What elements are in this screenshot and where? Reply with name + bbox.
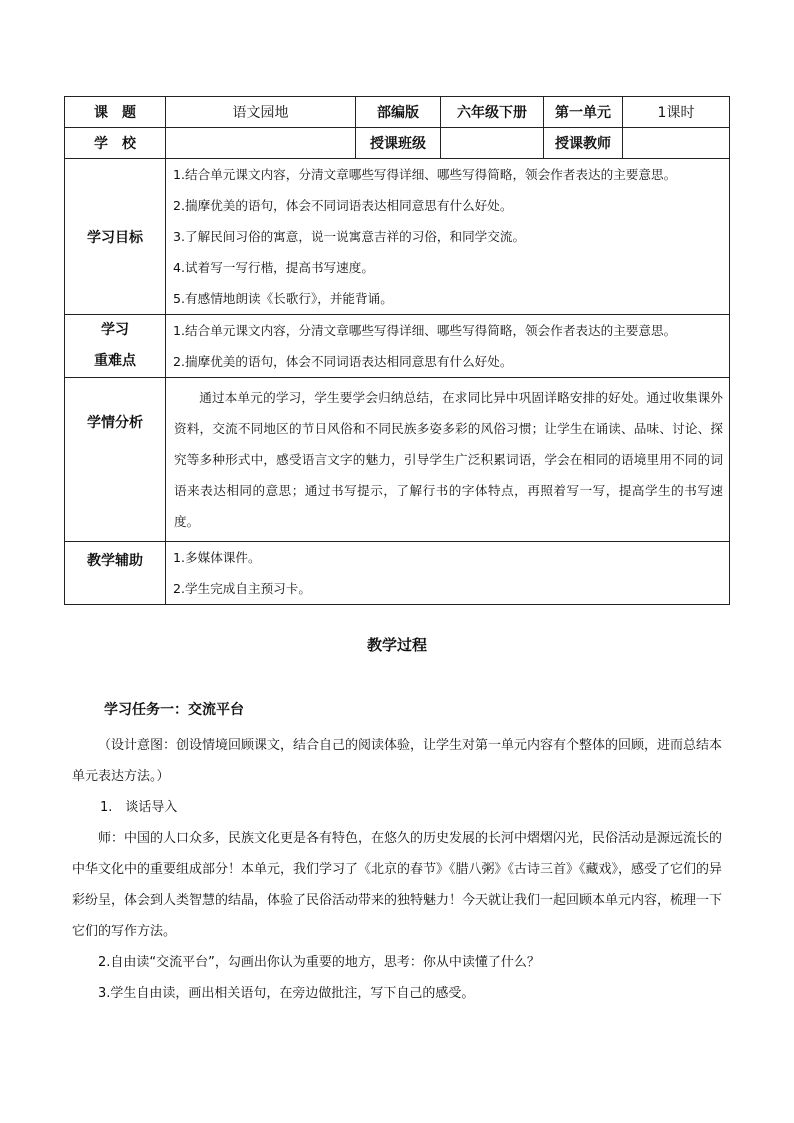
table-row [65, 542, 730, 605]
table-row [65, 315, 730, 378]
class-hours: 1课时 [623, 97, 730, 128]
school-label: 学 校 [65, 128, 166, 159]
table-row [65, 159, 730, 315]
task-heading: 学习任务一：交流平台 [104, 702, 244, 718]
key-points-label-line1: 学习 [101, 322, 129, 338]
class-value [441, 128, 544, 159]
goals-cell [166, 159, 730, 315]
goals-label: 学习目标 [65, 159, 166, 315]
goal-item: 3.了解民间习俗的寓意，说一说寓意吉祥的习俗，和同学交流。 [173, 229, 526, 244]
aids-label: 教学辅助 [65, 542, 166, 605]
key-points-label [65, 315, 166, 378]
aid-item: 2.学生完成自主预习卡。 [173, 581, 311, 596]
teacher-label: 授课教师 [544, 128, 623, 159]
key-point-item: 2.揣摩优美的语句，体会不同词语表达相同意思有什么好处。 [173, 354, 513, 369]
goal-item: 4.试着写一写行楷，提高书写速度。 [173, 260, 374, 275]
unit: 第一单元 [544, 97, 623, 128]
teacher-value [623, 128, 730, 159]
process-title: 教学过程 [366, 636, 427, 654]
lesson-plan-table [64, 96, 730, 605]
goal-item: 5.有感情地朗读《长歌行》，并能背诵。 [173, 291, 393, 306]
aids-cell [166, 542, 730, 605]
teacher-talk: 师：中国的人口众多，民族文化更是各有特色，在悠久的历史发展的长河中熠熠闪光，民俗活动是源远流长的中华文化中的重要组成部分！本单元，我们学习了《北京的春节》《腊八粥》《古诗三首》《藏戏》，感受了它们的异彩纷呈，体会到人类智慧的结晶，体验了民俗活动带来的独特魅力！今天就让我们一起回顾本单元内容，梳理一下它们的写作方法。 [72, 831, 723, 939]
key-point-item: 1.结合单元课文内容，分清文章哪些写得详细、哪些写得简略，领会作者表达的主要意思。 [173, 323, 677, 338]
key-points-label-line2: 重难点 [94, 353, 136, 369]
grade: 六年级下册 [441, 97, 544, 128]
table-row [65, 128, 730, 159]
course-title: 语文园地 [166, 97, 356, 128]
step-3: 3.学生自由读，画出相关语句，在旁边做批注，写下自己的感受。 [98, 986, 475, 1001]
school-value [166, 128, 356, 159]
goal-item: 1.结合单元课文内容，分清文章哪些写得详细、哪些写得简略，领会作者表达的主要意思。 [173, 167, 677, 182]
analysis-cell [166, 378, 730, 542]
topic-label: 课 题 [65, 97, 166, 128]
design-intent: （设计意图：创设情境回顾课文，结合自己的阅读体验，让学生对第一单元内容有个整体的回顾，进而总结本单元表达方法。） [72, 738, 723, 784]
table-row [65, 378, 730, 542]
process-body [72, 730, 722, 1009]
analysis-text: 通过本单元的学习，学生要学会归纳总结，在求同比异中巩固详略安排的好处。通过收集课外资料，交流不同地区的节日风俗和不同民族多姿多彩的风俗习惯；让学生在诵读、品味、讨论、探究等多种形式中，感受语言文字的魅力，引导学生广泛积累词语，学会在相同的语境里用不同的词语来表达相同的意思；通过书写提示，了解行书的字体特点，再照着写一写，提高学生的书写速度。 [174, 390, 723, 529]
goal-item: 2.揣摩优美的语句，体会不同词语表达相同意思有什么好处。 [173, 198, 513, 213]
aid-item: 1.多媒体课件。 [173, 550, 261, 565]
step-1: 1. 谈话导入 [100, 800, 178, 815]
table-row [65, 97, 730, 128]
key-points-cell [166, 315, 730, 378]
analysis-label: 学情分析 [65, 378, 166, 542]
class-label: 授课班级 [356, 128, 441, 159]
edition: 部编版 [356, 97, 441, 128]
step-2: 2.自由读“交流平台”，勾画出你认为重要的地方，思考：你从中读懂了什么？ [98, 955, 540, 970]
